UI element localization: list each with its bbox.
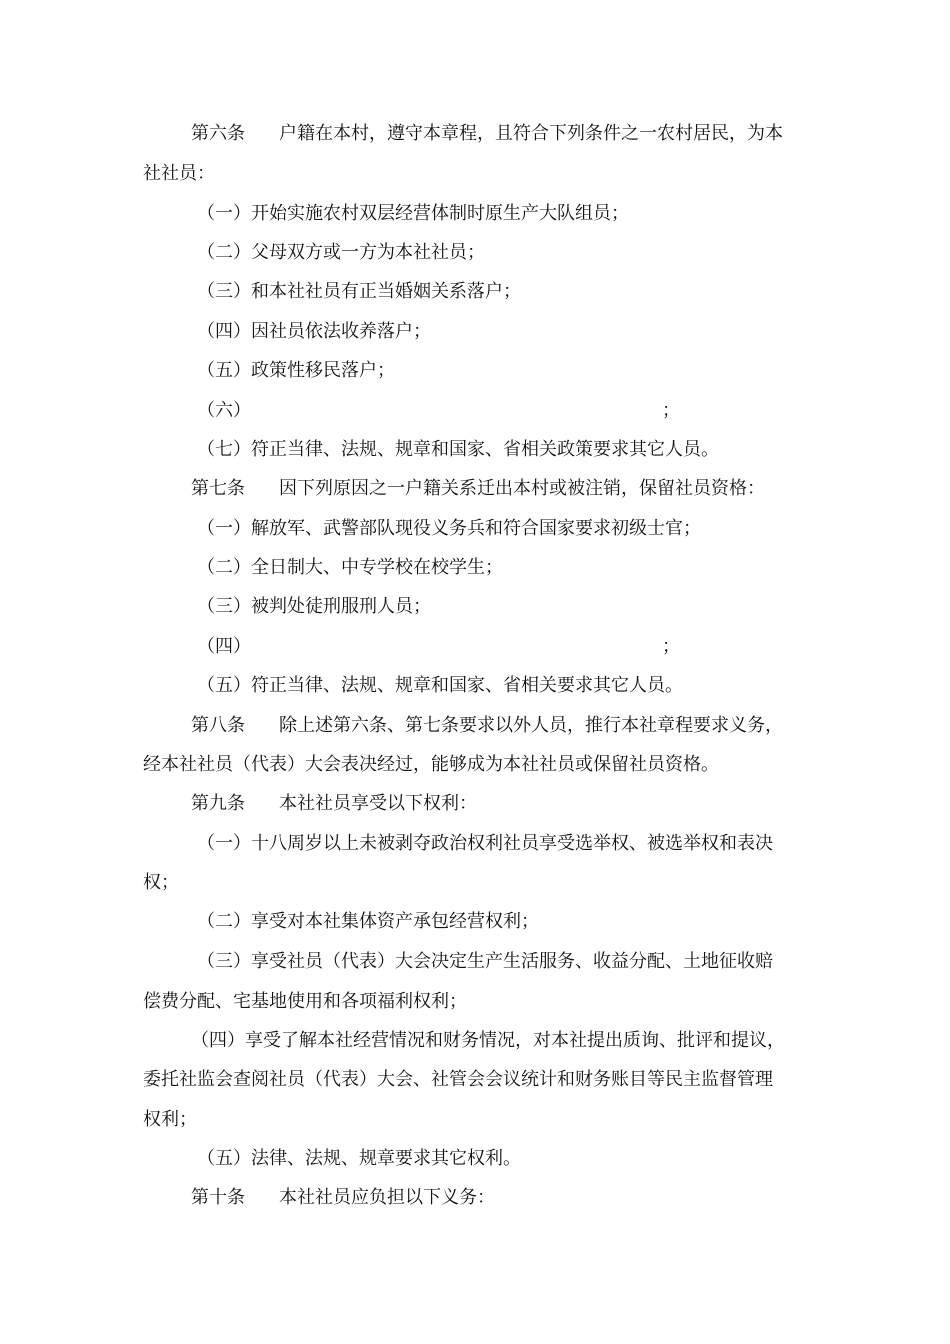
- article-6-item-6: （六）: [197, 400, 251, 421]
- article-8-heading: 第八条: [191, 715, 245, 736]
- article-7-item-1: （一）解放军、武警部队现役义务兵和符合国家要求初级士官；: [197, 518, 701, 539]
- article-9-text: 本社社员享受以下权利：: [279, 793, 477, 814]
- article-10-heading: 第十条: [191, 1187, 245, 1208]
- article-10-line-1: [191, 1186, 495, 1210]
- article-9-item-4-line-1: （四）享受了解本社经营情况和财务情况，对本社提出质询、批评和提议，: [191, 1030, 785, 1051]
- article-9-line-1: [191, 792, 477, 816]
- article-6-item-1: （一）开始实施农村双层经营体制时原生产大队组员；: [197, 203, 629, 224]
- article-9-item-5: （五）法律、法规、规章要求其它权利。: [197, 1148, 521, 1169]
- article-7-line-1: [191, 477, 765, 501]
- article-6-item-2: （二）父母双方或一方为本社社员；: [197, 242, 485, 263]
- article-9-item-3-line-2: 偿费分配、宅基地使用和各项福利权利；: [143, 991, 467, 1012]
- article-9-heading: 第九条: [191, 793, 245, 814]
- article-6-item-4: （四）因社员依法收养落户；: [197, 321, 431, 342]
- article-8-text: 除上述第六条、第七条要求以外人员，推行本社章程要求义务，: [279, 715, 783, 736]
- article-7-item-4-blank-end: ；: [662, 636, 680, 657]
- article-7-item-5: （五）符正当律、法规、规章和国家、省相关要求其它人员。: [197, 675, 683, 696]
- article-6-line-1: [191, 122, 783, 146]
- article-6-text: 户籍在本村，遵守本章程，且符合下列条件之一农村居民，为本: [279, 123, 783, 144]
- article-7-text: 因下列原因之一户籍关系迁出本村或被注销，保留社员资格：: [279, 478, 765, 499]
- article-7-item-4: （四）: [197, 636, 251, 657]
- article-7-item-2: （二）全日制大、中专学校在校学生；: [197, 557, 503, 578]
- article-7-heading: 第七条: [191, 478, 245, 499]
- article-6-item-3: （三）和本社社员有正当婚姻关系落户；: [197, 281, 521, 302]
- article-9-item-3-line-1: （三）享受社员（代表）大会决定生产生活服务、收益分配、土地征收赔: [197, 951, 773, 972]
- article-7-item-3: （三）被判处徒刑服刑人员；: [197, 596, 431, 617]
- article-9-item-1-line-2: 权；: [143, 872, 179, 893]
- article-9-item-2: （二）享受对本社集体资产承包经营权利；: [197, 911, 539, 932]
- article-9-item-4-line-2: 委托社监会查阅社员（代表）大会、社管会会议统计和财务账目等民主监督管理: [143, 1069, 773, 1090]
- article-6-item-6-blank-end: ；: [662, 400, 680, 421]
- article-8-line-1: [191, 714, 783, 738]
- article-6-item-7: （七）符正当律、法规、规章和国家、省相关政策要求其它人员。: [197, 439, 719, 460]
- article-10-text: 本社社员应负担以下义务：: [279, 1187, 495, 1208]
- article-8-line-2: 经本社社员（代表）大会表决经过，能够成为本社社员或保留社员资格。: [143, 754, 719, 775]
- article-9-item-1-line-1: （一）十八周岁以上未被剥夺政治权利社员享受选举权、被选举权和表决: [197, 833, 773, 854]
- article-6-line-2: 社社员：: [143, 163, 215, 184]
- article-6-item-5: （五）政策性移民落户；: [197, 360, 395, 381]
- article-9-item-4-line-3: 权利；: [143, 1109, 197, 1130]
- article-6-heading: 第六条: [191, 123, 245, 144]
